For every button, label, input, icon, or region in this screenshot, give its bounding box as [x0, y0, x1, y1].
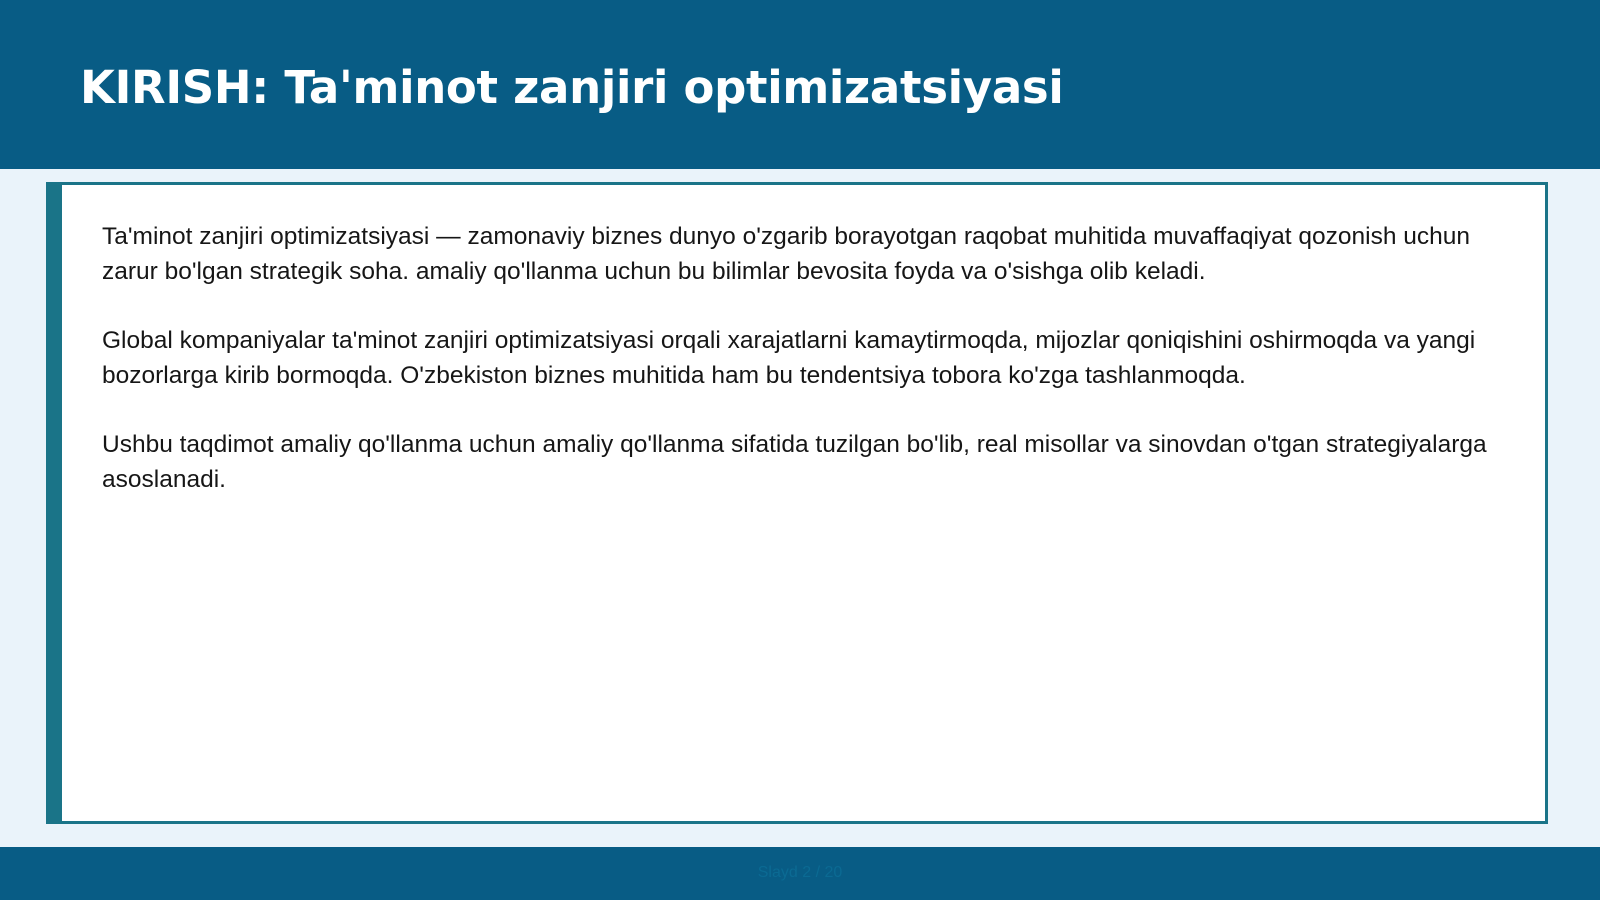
content-text [102, 219, 1502, 531]
paragraph-global-companies: Global kompaniyalar ta'minot zanjiri optimizatsiyasi orqali xarajatlarni kamaytirmoqda, mijozlar qoniqishini oshirmoqda va yangi bozorlarga kirib bormoqda. O'zbekiston biznes muhitida ham bu tendentsiya tobora ko'zga tashlanmoqda. [102, 327, 1476, 389]
paragraph-presentation-purpose: Ushbu taqdimot amaliy qo'llanma uchun amaliy qo'llanma sifatida tuzilgan bo'lib, real misollar va sinovdan o'tgan strategiyalarga asoslanadi. [102, 431, 1487, 493]
content-panel [46, 182, 1548, 824]
slide-title: KIRISH: Ta'minot zanjiri optimizatsiyasi [80, 61, 1064, 114]
slide-header [0, 0, 1600, 169]
slide-footer [0, 847, 1600, 900]
slide-number: Slayd 2 / 20 [757, 864, 843, 881]
paragraph-intro: Ta'minot zanjiri optimizatsiyasi — zamonaviy biznes dunyo o'zgarib borayotgan raqobat muhitida muvaffaqiyat qozonish uchun zarur bo'lgan strategik soha. amaliy qo'llanma uchun bu bilimlar bevosita foyda va o'sishga olib keladi. [102, 223, 1471, 285]
